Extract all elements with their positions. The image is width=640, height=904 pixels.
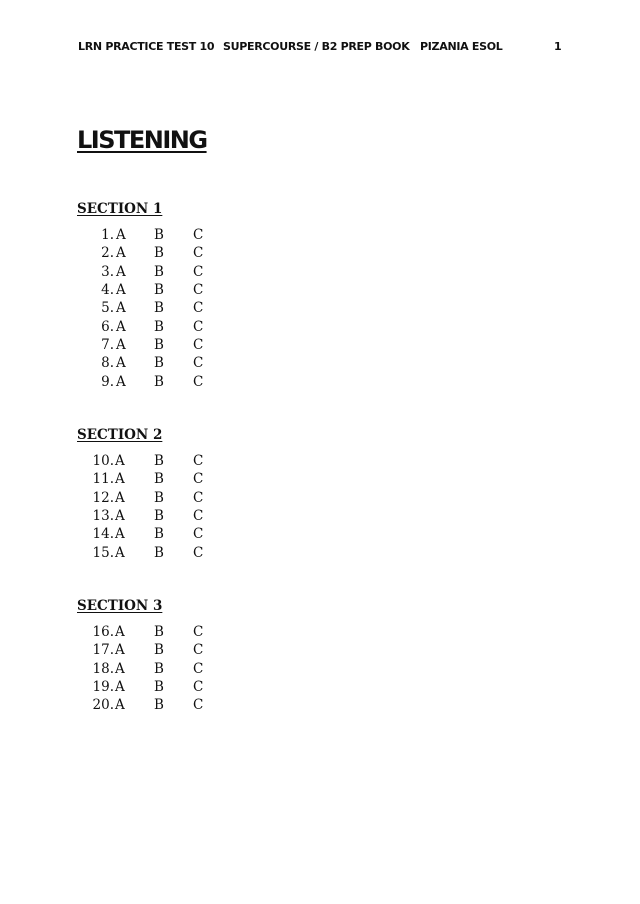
- answer-list: [77, 226, 377, 391]
- page-header: [78, 40, 564, 56]
- option-a[interactable]: A: [116, 337, 126, 354]
- option-a[interactable]: A: [116, 355, 126, 372]
- option-c[interactable]: C: [193, 697, 204, 714]
- option-a[interactable]: A: [115, 624, 125, 640]
- option-a[interactable]: A: [116, 227, 126, 243]
- question-number: 1.: [101, 227, 114, 243]
- question-number: 12.: [92, 489, 114, 506]
- option-b[interactable]: B: [154, 471, 164, 488]
- answer-row: [77, 507, 377, 525]
- option-b[interactable]: B: [154, 282, 164, 299]
- option-a[interactable]: A: [116, 300, 126, 317]
- option-c[interactable]: C: [193, 300, 204, 317]
- option-c[interactable]: C: [193, 642, 204, 659]
- section-3: [77, 597, 377, 715]
- option-b[interactable]: B: [154, 660, 164, 677]
- option-c[interactable]: C: [193, 227, 204, 243]
- question-number: 9.: [101, 373, 114, 390]
- option-b[interactable]: B: [154, 453, 164, 469]
- option-b[interactable]: B: [154, 624, 164, 640]
- option-b[interactable]: B: [154, 318, 164, 335]
- option-c[interactable]: C: [193, 318, 204, 335]
- option-c[interactable]: C: [193, 355, 204, 372]
- answer-row: [77, 244, 377, 262]
- header-test-name: LRN PRACTICE TEST 10: [78, 40, 215, 53]
- option-b[interactable]: B: [154, 508, 164, 525]
- option-c[interactable]: C: [193, 282, 204, 299]
- answer-row: [77, 263, 377, 281]
- question-number: 13.: [92, 508, 114, 525]
- option-a[interactable]: A: [116, 263, 126, 280]
- option-b[interactable]: B: [154, 544, 164, 561]
- question-number: 8.: [101, 355, 114, 372]
- section-heading: SECTION 3: [77, 598, 163, 614]
- option-b[interactable]: B: [154, 373, 164, 390]
- answer-row: [77, 660, 377, 678]
- option-c[interactable]: C: [193, 263, 204, 280]
- question-number: 10.: [92, 453, 114, 469]
- option-c[interactable]: C: [193, 489, 204, 506]
- answer-row: [77, 336, 377, 354]
- answer-row: [77, 226, 377, 244]
- option-a[interactable]: A: [116, 245, 126, 262]
- option-a[interactable]: A: [115, 660, 125, 677]
- option-a[interactable]: A: [116, 318, 126, 335]
- question-number: 18.: [92, 660, 114, 677]
- option-c[interactable]: C: [193, 337, 204, 354]
- option-a[interactable]: A: [115, 679, 125, 696]
- option-a[interactable]: A: [115, 526, 125, 543]
- answer-row: [77, 281, 377, 299]
- header-page-number: 1: [554, 40, 562, 53]
- section-2: [77, 426, 377, 562]
- answer-row: [77, 354, 377, 372]
- answer-row: [77, 623, 377, 641]
- question-number: 19.: [92, 679, 114, 696]
- answer-row: [77, 696, 377, 714]
- question-number: 6.: [101, 318, 114, 335]
- answer-row: [77, 678, 377, 696]
- question-number: 4.: [101, 282, 114, 299]
- question-number: 7.: [101, 337, 114, 354]
- option-b[interactable]: B: [154, 489, 164, 506]
- section-heading: SECTION 1: [77, 201, 163, 217]
- option-c[interactable]: C: [193, 453, 204, 469]
- option-b[interactable]: B: [154, 337, 164, 354]
- section-heading: SECTION 2: [77, 427, 163, 443]
- option-c[interactable]: C: [193, 544, 204, 561]
- option-a[interactable]: A: [116, 282, 126, 299]
- question-number: 15.: [92, 544, 114, 561]
- section-1: [77, 200, 377, 391]
- option-b[interactable]: B: [154, 245, 164, 262]
- option-a[interactable]: A: [115, 642, 125, 659]
- question-number: 11.: [92, 471, 114, 488]
- option-b[interactable]: B: [154, 642, 164, 659]
- answer-row: [77, 452, 377, 470]
- page-title: LISTENING: [77, 126, 207, 154]
- option-b[interactable]: B: [154, 355, 164, 372]
- answer-row: [77, 299, 377, 317]
- option-b[interactable]: B: [154, 300, 164, 317]
- question-number: 17.: [92, 642, 114, 659]
- option-c[interactable]: C: [193, 624, 204, 640]
- answer-row: [77, 470, 377, 488]
- option-c[interactable]: C: [193, 471, 204, 488]
- option-c[interactable]: C: [193, 526, 204, 543]
- answer-row: [77, 489, 377, 507]
- answer-row: [77, 318, 377, 336]
- question-number: 16.: [92, 624, 114, 640]
- option-b[interactable]: B: [154, 526, 164, 543]
- option-c[interactable]: C: [193, 660, 204, 677]
- option-a[interactable]: A: [115, 544, 125, 561]
- option-a[interactable]: A: [115, 697, 125, 714]
- option-b[interactable]: B: [154, 227, 164, 243]
- header-school-name: PIZANIA ESOL: [420, 40, 503, 53]
- option-c[interactable]: C: [193, 373, 204, 390]
- question-number: 2.: [101, 245, 114, 262]
- option-c[interactable]: C: [193, 508, 204, 525]
- answer-row: [77, 544, 377, 562]
- question-number: 20.: [92, 697, 114, 714]
- question-number: 3.: [101, 263, 114, 280]
- option-a[interactable]: A: [116, 373, 126, 390]
- answer-row: [77, 373, 377, 391]
- option-c[interactable]: C: [193, 679, 204, 696]
- option-a[interactable]: A: [115, 471, 125, 488]
- answer-list: [77, 452, 377, 562]
- option-a[interactable]: A: [115, 489, 125, 506]
- answer-row: [77, 641, 377, 659]
- option-c[interactable]: C: [193, 245, 204, 262]
- answer-row: [77, 525, 377, 543]
- option-a[interactable]: A: [115, 453, 125, 469]
- header-book-name: SUPERCOURSE / B2 PREP BOOK: [223, 40, 410, 53]
- option-b[interactable]: B: [154, 679, 164, 696]
- answer-list: [77, 623, 377, 715]
- option-a[interactable]: A: [115, 508, 125, 525]
- question-number: 14.: [92, 526, 114, 543]
- question-number: 5.: [101, 300, 114, 317]
- option-b[interactable]: B: [154, 697, 164, 714]
- option-b[interactable]: B: [154, 263, 164, 280]
